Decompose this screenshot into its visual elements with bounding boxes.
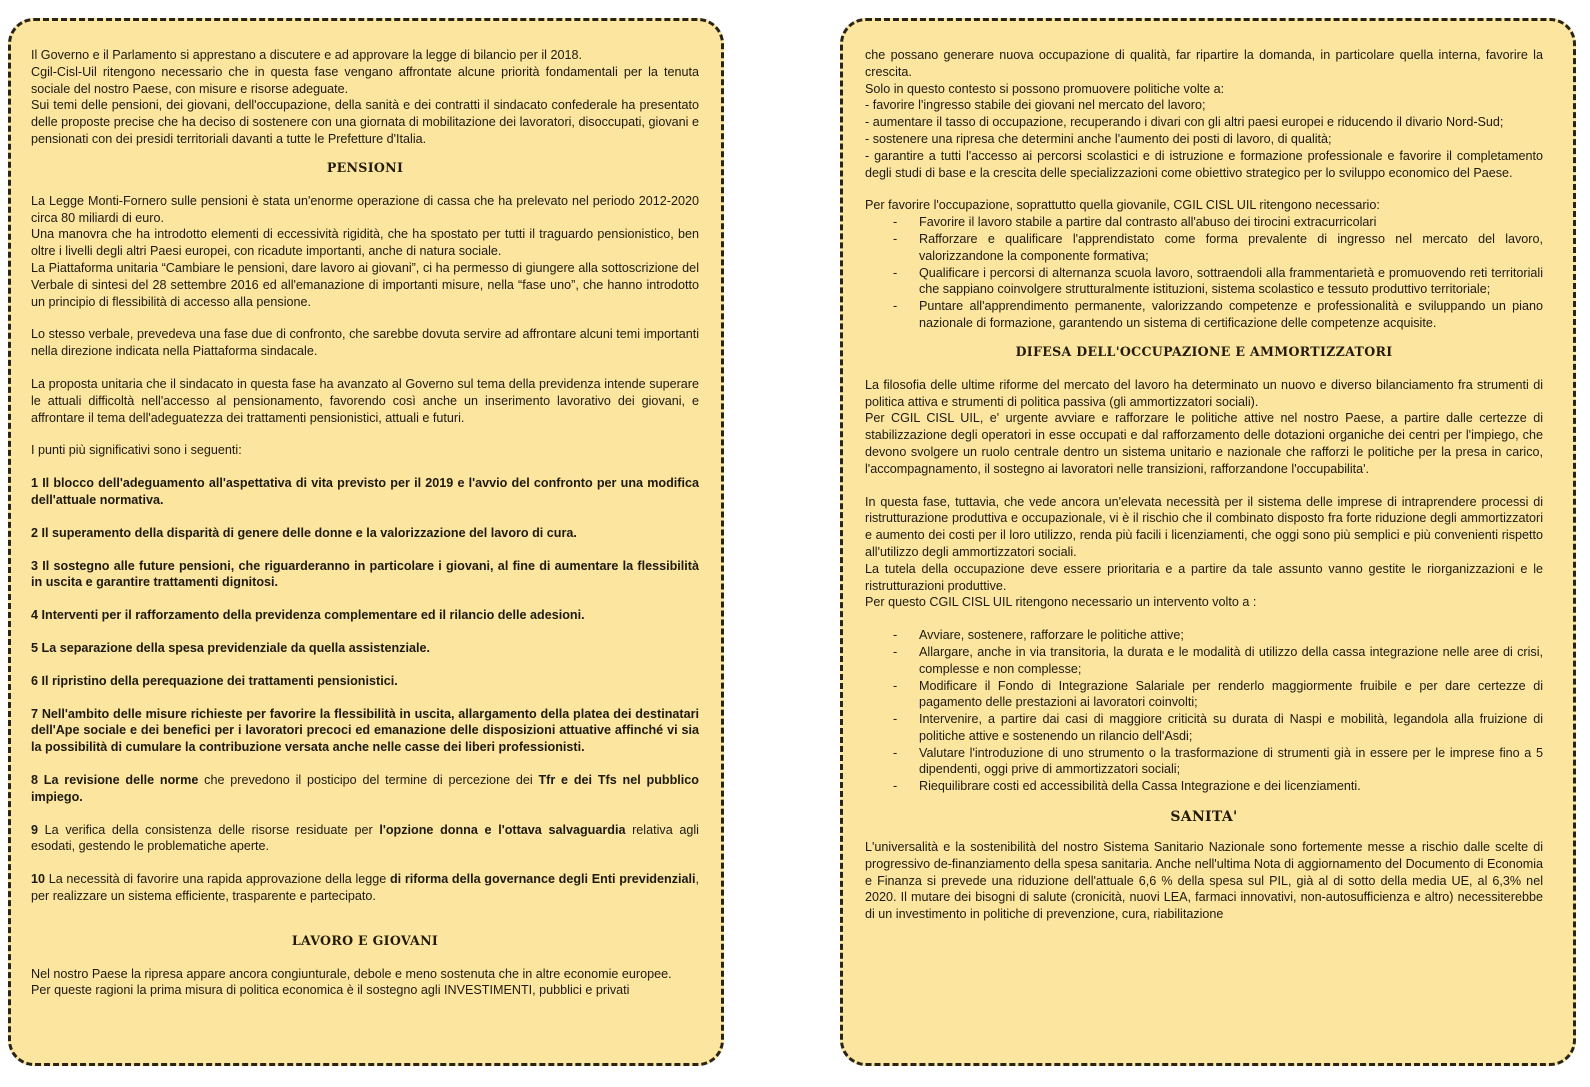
pensioni-paragraph-2: Lo stesso verbale, prevedeva una fase due di confronto, che sarebbe dovuta servire ad affrontare alcuni temi importanti nella direzione indicata nella Piattaforma sindacale.: [31, 327, 699, 359]
section-title-difesa: DIFESA DELL'OCCUPAZIONE E AMMORTIZZATORI: [1015, 343, 1393, 359]
giovani-list: [865, 214, 1543, 332]
point-8-text: che prevedono il posticipo del termine di percezione dei: [198, 772, 539, 787]
point-9-text-b: relativa agli esodati, gestendo le problematiche aperte.: [31, 822, 699, 854]
point-4: 4 Interventi per il rafforzamento della previdenza complementare ed il rilancio delle adesioni.: [31, 608, 585, 623]
section-title-lavoro-giovani: LAVORO E GIOVANI: [291, 932, 439, 948]
section-title-pensioni: PENSIONI: [326, 159, 404, 175]
difesa-paragraph-2c: Per questo CGIL CISL UIL ritengono necessario un intervento volto a :: [865, 595, 1257, 610]
point-9-text-a: La verifica della consistenza delle risorse residuate per: [44, 822, 380, 837]
point-10-text-a: La necessità di favorire una rapida approvazione della legge: [48, 872, 390, 887]
difesa-paragraph-2a: In questa fase, tuttavia, che vede ancora un'elevata necessità per il sistema delle imprese di intraprendere processi di ristrutturazione produttiva e occupazionale, vi è il rischio che il combinato disposto fra forte riduzione degli ammortizzatori e aumento dei costi per il loro utilizzo, renda più facili i licenziamenti, che oggi sono più semplici e più convenienti rispetto all'utilizzo degli ammortizzatori sociali.: [865, 494, 1543, 559]
point-10-bold: di riforma della governance degli Enti previdenziali: [389, 872, 696, 887]
giovani-list-item: - Rafforzare e qualificare l'apprendistato come forma prevalente di ingresso nel mercato del lavoro, valorizzandone la componente formativa;: [893, 231, 1543, 265]
lavoro-paragraph-2: Per queste ragioni la prima misura di politica economica è il sostegno agli INVESTIMENTI, pubblici e privati: [31, 983, 630, 998]
intro-line-2: Cgil-Cisl-Uil ritengono necessario che in questa fase vengano affrontate alcune priorità fondamentali per la tenuta sociale del nostro Paese, con misure e risorse adeguate.: [31, 64, 699, 96]
point-9-number: 9: [31, 822, 45, 837]
lavoro-paragraph-1: Nel nostro Paese la ripresa appare ancora congiunturale, debole e meno sostenuta che in altre economie europee.: [31, 966, 672, 981]
contesto-item-3: - sostenere una ripresa che determini anche l'aumento dei posti di lavoro, di qualità;: [865, 131, 1332, 146]
point-9: [31, 822, 699, 856]
difesa-list-item: - Avviare, sostenere, rafforzare le politiche attive;: [893, 627, 1543, 644]
difesa-list-item: - Riequilibrare costi ed accessibilità della Cassa Integrazione e dei licenziamenti.: [893, 778, 1543, 795]
difesa-paragraph-1a: La filosofia delle ultime riforme del mercato del lavoro ha determinato un nuovo e diverso bilanciamento fra strumenti di politica attiva e strumenti di politica passiva (gli ammortizzatori sociali).: [865, 377, 1543, 409]
point-10: [31, 871, 699, 905]
giovani-list-item: - Favorire il lavoro stabile a partire dal contrasto all'abuso dei tirocini extracurricolari: [893, 214, 1543, 231]
point-5: 5 La separazione della spesa previdenziale da quella assistenziale.: [31, 640, 430, 655]
points-intro: I punti più significativi sono i seguenti:: [31, 443, 242, 458]
difesa-list: [865, 627, 1543, 795]
difesa-paragraph-2b: La tutela della occupazione deve essere prioritaria e a partire da tale assunto vanno gestite le riorganizzazioni e le ristrutturazioni produttive.: [865, 561, 1543, 593]
intro-line-3: Sui temi delle pensioni, dei giovani, dell'occupazione, della sanità e dei contratti il sindacato confederale ha presentato delle proposte precise che ha deciso di sostenere con una giornata di mobilitazione dei lavoratori, disoccupati, giovani e pensionati con dei presidi territoriali davanti a tutte le Prefetture d'Italia.: [31, 98, 699, 146]
point-10-number: 10: [31, 872, 49, 887]
giovani-intro: Per favorire l'occupazione, soprattutto quella giovanile, CGIL CISL UIL ritengono necessario:: [865, 198, 1380, 213]
left-page: [8, 18, 724, 1066]
sanita-paragraph: L'universalità e la sostenibilità del nostro Sistema Sanitario Nazionale sono fortemente messe a rischio dalle scelte di progressivo de-finanziamento della spesa sanitaria. Anche nell'ultima Nota di aggiornamento del Documento di Economia e Finanza si prevede una riduzione dell'attuale 6,6 % della spesa sul PIL, già al di sotto della media UE, al 6,3% nel 2020. Il mutare dei bisogni di salute (cronicità, nuovi LEA, farmaci innovativi, non-autosufficienza e altro) necessiterebbe di un investimento in politiche di prevenzione, cura, riabilitazione: [865, 840, 1543, 922]
point-1: 1 Il blocco dell'adeguamento all'aspettativa di vita previsto per il 2019 e l'avvio del confronto per una modifica dell'attuale normativa.: [31, 476, 699, 507]
point-8-bold-a: 8 La revisione delle norme: [31, 772, 199, 787]
pensioni-paragraph-3: La proposta unitaria che il sindacato in questa fase ha avanzato al Governo sul tema della previdenza intende superare le attuali difficoltà nell'accesso al pensionamento, favorendo così anche un inserimento lavorativo dei giovani, e affrontare il tema dell'adeguatezza dei trattamenti pensionistici, attuali e futuri.: [31, 376, 699, 425]
point-10-text-b: , per realizzare un sistema efficiente, trasparente e partecipato.: [31, 872, 699, 903]
contesto-item-2: - aumentare il tasso di occupazione, recuperando i divari con gli altri paesi europei e riducendo il divario Nord-Sud;: [865, 115, 1504, 130]
right-page: [840, 18, 1576, 1066]
pensioni-paragraph-1c: La Piattaforma unitaria “Cambiare le pensioni, dare lavoro ai giovani”, ci ha permesso di giungere alla sottoscrizione del Verbale di sintesi del 28 settembre 2016 ed all'emanazione di importanti misure, nella “fase uno”, che hanno introdotto un principio di flessibilità di accesso alla pensione.: [31, 260, 699, 309]
intro-line-1: Il Governo e il Parlamento si apprestano a discutere e ad approvare la legge di bilancio per il 2018.: [31, 48, 582, 62]
contesto-item-4: - garantire a tutti l'accesso ai percorsi scolastici e di istruzione e formazione professionale e favorire il completamento degli studi di base e la crescita delle specializzazioni come obiettivo strategico per lo sviluppo economico del Paese.: [865, 148, 1543, 180]
difesa-list-item: - Intervenire, a partire dai casi di maggiore criticità su durata di Naspi e mobilità, legandola alla fruizione di politiche attive e sostenendo un rilancio dell'Asdi;: [893, 711, 1543, 745]
pensioni-paragraph-1b: Una manovra che ha introdotto elementi di eccessività rigidità, che ha spostato per tutti il traguardo pensionistico, ben oltre i livelli degli altri Paesi europei, con ricadute importanti, anche di natura sociale.: [31, 227, 699, 259]
point-3: 3 Il sostegno alle future pensioni, che riguarderanno in particolare i giovani, al fine di aumentare la flessibilità in uscita e garantire trattamenti dignitosi.: [31, 558, 699, 590]
point-6: 6 Il ripristino della perequazione dei trattamenti pensionistici.: [31, 673, 398, 688]
giovani-list-item: - Qualificare i percorsi di alternanza scuola lavoro, sottraendoli alla frammentarietà e promuovendo reti territoriali che sappiano coinvolgere strutturalmente istituzioni, sistema scolastico e tessuto produttivo territoriale;: [893, 265, 1543, 299]
point-2: 2 Il superamento della disparità di genere delle donne e la valorizzazione del lavoro di cura.: [31, 525, 577, 540]
contesto-intro: Solo in questo contesto si possono promuovere politiche volte a:: [865, 81, 1225, 96]
contesto-item-1: - favorire l'ingresso stabile dei giovani nel mercato del lavoro;: [865, 98, 1206, 113]
difesa-list-item: - Valutare l'introduzione di uno strumento o la trasformazione di strumenti già in essere per le imprese fino a 5 dipendenti, oggi prive di ammortizzatori sociali;: [893, 745, 1543, 779]
pensioni-paragraph-1a: La Legge Monti-Fornero sulle pensioni è stata un'enorme operazione di cassa che ha prelevato nel periodo 2012-2020 circa 80 miliardi di euro.: [31, 193, 699, 225]
difesa-paragraph-1b: Per CGIL CISL UIL, e' urgente avviare e rafforzare le politiche attive nel nostro Paese, a partire dalle certezze di stabilizzazione degli operatori in esse occupati e dal rafforzamento delle dotazioni organiche dei centri per l'impiego, che devono svolgere un ruolo centrale dentro un sistema unitario e nazionale che rafforzi le politiche per la presa in carico, l'accompagnamento, il sostegno ai lavoratori nelle transizioni, rafforzandone l'occupabilita'.: [865, 411, 1543, 476]
point-8-bold-b: Tfr e dei Tfs nel pubblico impiego.: [31, 772, 699, 804]
difesa-list-item: - Modificare il Fondo di Integrazione Salariale per renderlo maggiormente fruibile e per dare certezze di pagamento delle prestazioni ai lavoratori coinvolti;: [893, 678, 1543, 712]
continuation-paragraph: che possano generare nuova occupazione di qualità, far ripartire la domanda, in particolare quella interna, favorire la crescita.: [865, 48, 1543, 79]
difesa-list-item: - Allargare, anche in via transitoria, la durata e le modalità di utilizzo della cassa integrazione nelle aree di crisi, complesse e non complesse;: [893, 644, 1543, 678]
point-7: 7 Nell'ambito delle misure richieste per favorire la flessibilità in uscita, allargamento della platea dei destinatari dell'Ape sociale e dei benefici per i lavoratori precoci ed emanazione delle disposizioni attuative affinché vi sia la possibilità di cumulare la contribuzione versata anche nelle casse dei liberi professionisti.: [31, 706, 699, 755]
section-title-sanita: SANITA': [1170, 809, 1238, 826]
giovani-list-item: - Puntare all'apprendimento permanente, valorizzando competenze e professionalità e sviluppando un piano nazionale di formazione, garantendo un sistema di certificazione delle competenze acquisite.: [893, 298, 1543, 332]
point-9-bold: l'opzione donna e l'ottava salvaguardia: [379, 822, 626, 837]
point-8: [31, 772, 699, 806]
